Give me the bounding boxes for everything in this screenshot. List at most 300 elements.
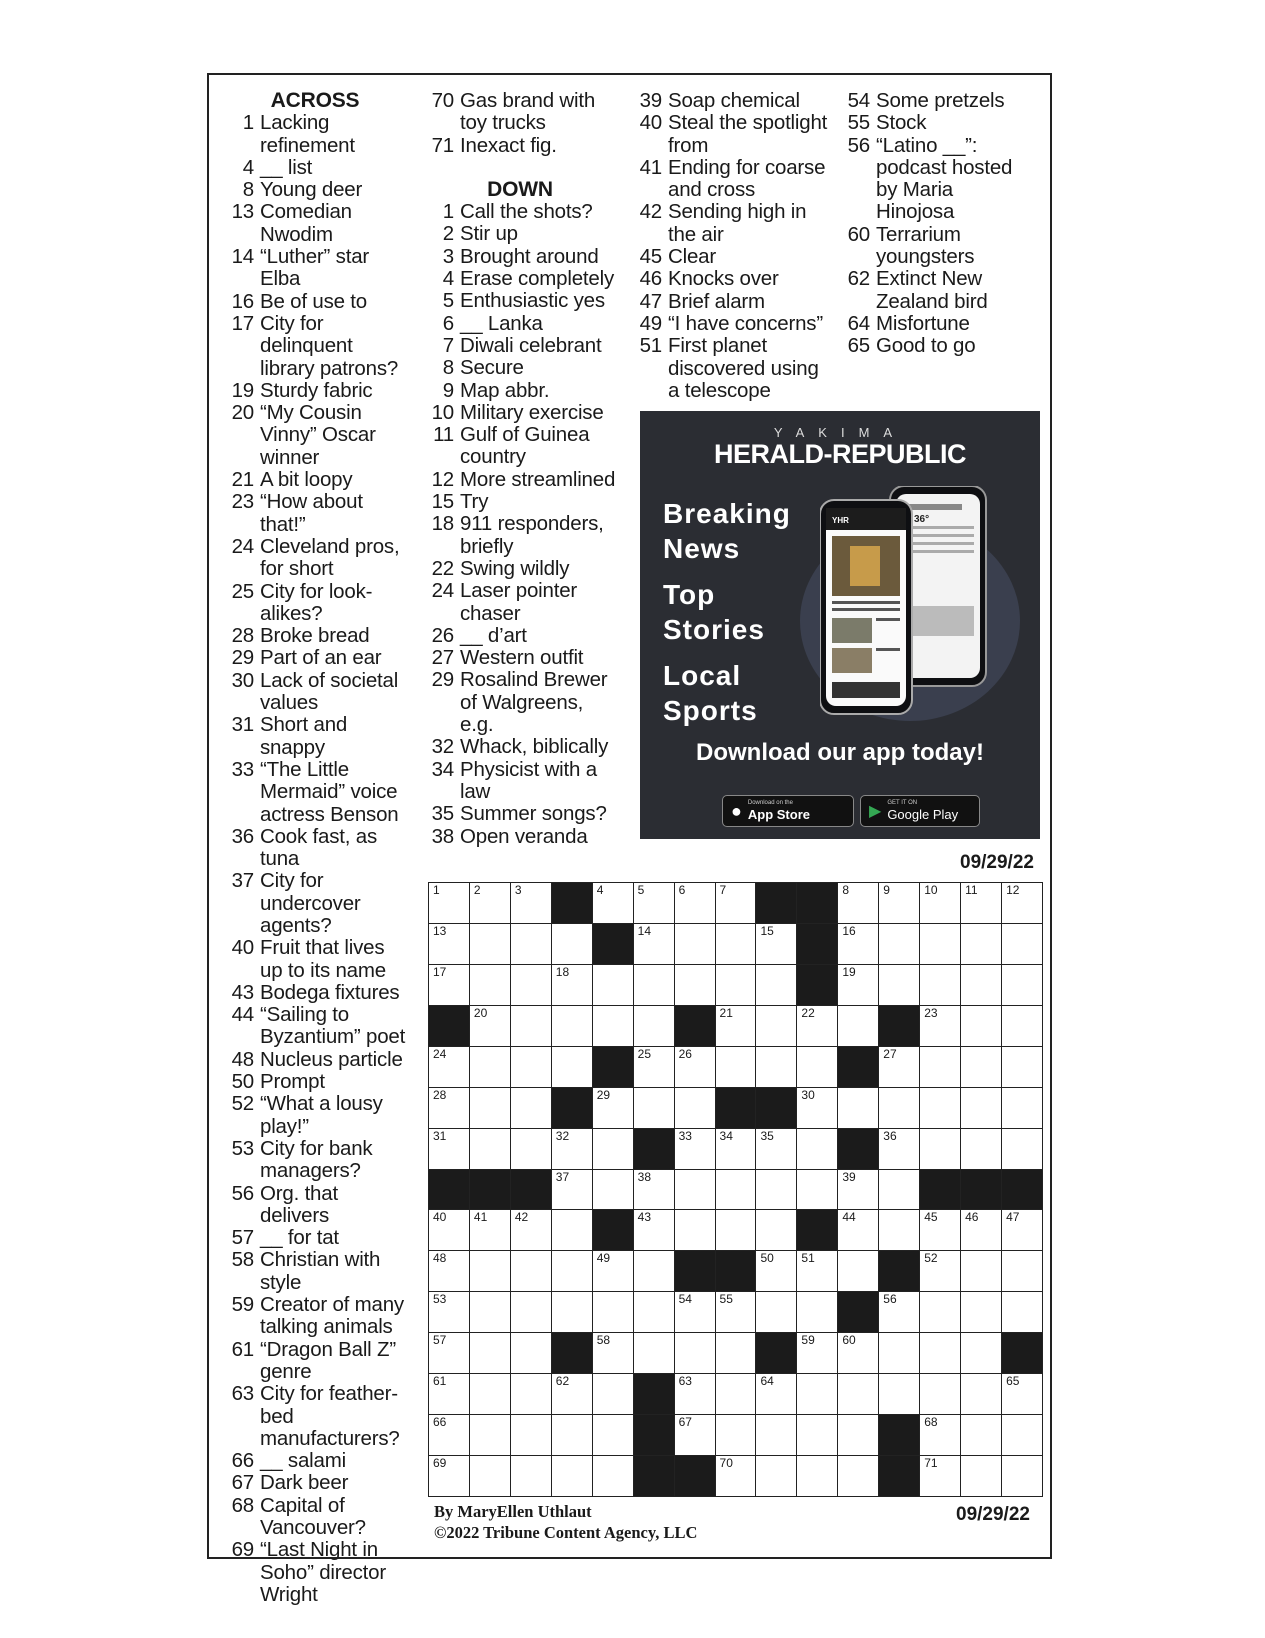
- down-clue-5[interactable]: [420, 290, 620, 312]
- grid-cell[interactable]: [469, 1209, 511, 1251]
- grid-cell[interactable]: [510, 1291, 552, 1333]
- grid-cell[interactable]: [878, 1291, 920, 1333]
- grid-cell[interactable]: [428, 923, 470, 965]
- across-clue-69[interactable]: [220, 1539, 410, 1606]
- grid-cell[interactable]: [674, 1414, 716, 1456]
- down-clue-34[interactable]: [420, 759, 620, 804]
- across-clue-24[interactable]: [220, 536, 410, 581]
- across-clue-44[interactable]: [220, 1004, 410, 1049]
- grid-cell[interactable]: [960, 1087, 1002, 1129]
- grid-cell[interactable]: [755, 1455, 797, 1497]
- down-clue-54[interactable]: [836, 90, 1026, 112]
- across-clue-61[interactable]: [220, 1339, 410, 1384]
- grid-cell[interactable]: [551, 1455, 593, 1497]
- grid-cell[interactable]: [592, 1087, 634, 1129]
- grid-cell[interactable]: [796, 1291, 838, 1333]
- grid-cell[interactable]: [715, 882, 757, 924]
- grid-cell[interactable]: [796, 1414, 838, 1456]
- grid-cell[interactable]: [796, 1087, 838, 1129]
- grid-cell[interactable]: [592, 1414, 634, 1456]
- grid-cell[interactable]: [510, 1373, 552, 1415]
- grid-cell[interactable]: [510, 923, 552, 965]
- grid-cell[interactable]: [960, 1373, 1002, 1415]
- grid-cell[interactable]: [1001, 1250, 1043, 1292]
- grid-cell[interactable]: [715, 964, 757, 1006]
- grid-cell[interactable]: [428, 1046, 470, 1088]
- grid-cell[interactable]: [674, 1209, 716, 1251]
- grid-cell[interactable]: [960, 1455, 1002, 1497]
- grid-cell[interactable]: [878, 1209, 920, 1251]
- grid-cell[interactable]: [510, 1332, 552, 1374]
- grid-cell[interactable]: [428, 1087, 470, 1129]
- grid-cell[interactable]: [878, 882, 920, 924]
- clue-number: 25: [231, 579, 254, 603]
- grid-cell[interactable]: [1001, 964, 1043, 1006]
- grid-cell[interactable]: [510, 1128, 552, 1170]
- grid-cell[interactable]: [469, 1291, 511, 1333]
- grid-cell[interactable]: [428, 964, 470, 1006]
- across-clue-56[interactable]: [220, 1183, 410, 1228]
- grid-cell[interactable]: [592, 1005, 634, 1047]
- grid-cell[interactable]: [796, 1046, 838, 1088]
- down-clue-47[interactable]: [628, 291, 828, 313]
- clue-number: 13: [231, 200, 254, 224]
- grid-cell[interactable]: [510, 1087, 552, 1129]
- down-clue-40[interactable]: [628, 112, 828, 157]
- grid-cell[interactable]: [633, 882, 675, 924]
- across-clue-19[interactable]: [220, 380, 410, 402]
- grid-cell[interactable]: [551, 1169, 593, 1211]
- clue-number: 52: [231, 1092, 254, 1116]
- grid-cell[interactable]: [1001, 1291, 1043, 1333]
- grid-cell[interactable]: [837, 1414, 879, 1456]
- clue-number: 68: [231, 1493, 254, 1517]
- across-clue-43[interactable]: [220, 982, 410, 1004]
- grid-cell[interactable]: [469, 1414, 511, 1456]
- across-clue-33[interactable]: [220, 759, 410, 826]
- grid-cell[interactable]: [592, 1291, 634, 1333]
- down-clue-32[interactable]: [420, 736, 620, 758]
- grid-cell[interactable]: [469, 1455, 511, 1497]
- grid-cell[interactable]: [1001, 923, 1043, 965]
- grid-cell[interactable]: [674, 1373, 716, 1415]
- grid-cell[interactable]: [878, 964, 920, 1006]
- grid-cell[interactable]: [837, 1455, 879, 1497]
- grid-cell[interactable]: [1001, 1414, 1043, 1456]
- grid-cell[interactable]: [878, 1046, 920, 1088]
- grid-cell[interactable]: [551, 1005, 593, 1047]
- across-clue-71[interactable]: [420, 135, 620, 157]
- grid-cell[interactable]: [837, 1209, 879, 1251]
- grid-cell[interactable]: [960, 1332, 1002, 1374]
- grid-cell[interactable]: [755, 923, 797, 965]
- down-clue-3[interactable]: [420, 246, 620, 268]
- app-store-button[interactable]: [722, 795, 854, 827]
- grid-cell[interactable]: [715, 1373, 757, 1415]
- clue-text: __ for tat: [260, 1226, 339, 1250]
- across-clue-23[interactable]: [220, 491, 410, 536]
- down-clue-42[interactable]: [628, 201, 828, 246]
- clue-text: “Luther” star Elba: [260, 245, 370, 291]
- across-clue-13[interactable]: [220, 201, 410, 246]
- grid-cell[interactable]: [878, 1087, 920, 1129]
- ad-line-stories: Stories: [663, 614, 765, 645]
- grid-cell[interactable]: [960, 882, 1002, 924]
- down-clue-64[interactable]: [836, 313, 1026, 335]
- grid-cell[interactable]: [674, 1087, 716, 1129]
- app-advertisement[interactable]: [640, 411, 1040, 839]
- grid-cell[interactable]: [510, 882, 552, 924]
- grid-cell[interactable]: [674, 923, 716, 965]
- black-square: [674, 1250, 716, 1292]
- cell-number: 23: [924, 1005, 938, 1020]
- clue-text: Gas brand with toy trucks: [460, 89, 596, 135]
- down-clue-60[interactable]: [836, 224, 1026, 269]
- down-clue-6[interactable]: [420, 313, 620, 335]
- grid-cell[interactable]: [919, 1373, 961, 1415]
- grid-cell[interactable]: [469, 882, 511, 924]
- grid-cell[interactable]: [551, 964, 593, 1006]
- grid-cell[interactable]: [796, 1455, 838, 1497]
- grid-cell[interactable]: [919, 1332, 961, 1374]
- grid-cell[interactable]: [510, 1455, 552, 1497]
- grid-cell[interactable]: [428, 1209, 470, 1251]
- down-clue-38[interactable]: [420, 826, 620, 848]
- cell-number: 68: [924, 1415, 938, 1430]
- across-clue-59[interactable]: [220, 1294, 410, 1339]
- grid-cell[interactable]: [796, 1005, 838, 1047]
- down-clue-51[interactable]: [628, 335, 828, 402]
- grid-cell[interactable]: [715, 1128, 757, 1170]
- grid-cell[interactable]: [878, 1128, 920, 1170]
- black-square: [878, 1005, 920, 1047]
- grid-cell[interactable]: [715, 1291, 757, 1333]
- grid-cell[interactable]: [919, 1128, 961, 1170]
- down-clue-46[interactable]: [628, 268, 828, 290]
- grid-cell[interactable]: [715, 1209, 757, 1251]
- google-play-button[interactable]: [860, 795, 980, 827]
- grid-cell[interactable]: [510, 1005, 552, 1047]
- grid-cell[interactable]: [674, 1169, 716, 1211]
- cell-number: 42: [514, 1210, 529, 1225]
- grid-cell[interactable]: [633, 1087, 675, 1129]
- grid-cell[interactable]: [755, 1128, 797, 1170]
- grid-cell[interactable]: [633, 964, 675, 1006]
- grid-cell[interactable]: [715, 1005, 757, 1047]
- grid-cell[interactable]: [633, 1250, 675, 1292]
- grid-cell[interactable]: [469, 1332, 511, 1374]
- grid-cell[interactable]: [715, 1332, 757, 1374]
- grid-cell[interactable]: [428, 1332, 470, 1374]
- grid-cell[interactable]: [960, 1414, 1002, 1456]
- grid-cell[interactable]: [1001, 1209, 1043, 1251]
- grid-cell[interactable]: [960, 1250, 1002, 1292]
- across-clue-48[interactable]: [220, 1049, 410, 1071]
- grid-cell[interactable]: [755, 1169, 797, 1211]
- grid-cell[interactable]: [469, 1005, 511, 1047]
- grid-cell[interactable]: [633, 1169, 675, 1211]
- grid-cell[interactable]: [551, 1128, 593, 1170]
- grid-cell[interactable]: [674, 1291, 716, 1333]
- grid-cell[interactable]: [592, 1128, 634, 1170]
- grid-cell[interactable]: [633, 1005, 675, 1047]
- across-clue-50[interactable]: [220, 1071, 410, 1093]
- grid-cell[interactable]: [919, 882, 961, 924]
- grid-cell[interactable]: [878, 1373, 920, 1415]
- across-clue-16[interactable]: [220, 291, 410, 313]
- grid-cell[interactable]: [960, 964, 1002, 1006]
- grid-cell[interactable]: [428, 1373, 470, 1415]
- grid-cell[interactable]: [428, 1250, 470, 1292]
- clue-text: Capital of Vancouver?: [260, 1493, 366, 1539]
- grid-cell[interactable]: [510, 1209, 552, 1251]
- down-clue-11[interactable]: [420, 424, 620, 469]
- grid-cell[interactable]: [428, 1291, 470, 1333]
- grid-cell[interactable]: [633, 923, 675, 965]
- grid-cell[interactable]: [592, 964, 634, 1006]
- down-clue-2[interactable]: [420, 223, 620, 245]
- down-clue-27[interactable]: [420, 647, 620, 669]
- grid-cell[interactable]: [755, 964, 797, 1006]
- down-clue-65[interactable]: [836, 335, 1026, 357]
- grid-cell[interactable]: [837, 1169, 879, 1211]
- grid-cell[interactable]: [960, 1209, 1002, 1251]
- grid-cell[interactable]: [674, 1128, 716, 1170]
- black-square: [715, 1087, 757, 1129]
- down-clue-49[interactable]: [628, 313, 828, 335]
- grid-cell[interactable]: [551, 1291, 593, 1333]
- down-clue-41[interactable]: [628, 157, 828, 202]
- grid-cell[interactable]: [919, 1209, 961, 1251]
- grid-cell[interactable]: [960, 1046, 1002, 1088]
- grid-cell[interactable]: [1001, 1128, 1043, 1170]
- grid-cell[interactable]: [837, 882, 879, 924]
- grid-cell[interactable]: [510, 1046, 552, 1088]
- grid-cell[interactable]: [837, 964, 879, 1006]
- grid-cell[interactable]: [592, 1332, 634, 1374]
- down-clue-12[interactable]: [420, 469, 620, 491]
- across-clue-1[interactable]: [220, 112, 410, 157]
- across-clue-17[interactable]: [220, 313, 410, 380]
- grid-cell[interactable]: [715, 1046, 757, 1088]
- grid-cell[interactable]: [1001, 1087, 1043, 1129]
- grid-cell[interactable]: [551, 1209, 593, 1251]
- grid-cell[interactable]: [674, 882, 716, 924]
- grid-cell[interactable]: [674, 1332, 716, 1374]
- grid-cell[interactable]: [755, 1046, 797, 1088]
- grid-cell[interactable]: [428, 1128, 470, 1170]
- grid-cell[interactable]: [919, 1005, 961, 1047]
- ad-line-top: Top: [663, 579, 716, 610]
- grid-cell[interactable]: [633, 1291, 675, 1333]
- grid-cell[interactable]: [1001, 1455, 1043, 1497]
- grid-cell[interactable]: [837, 1005, 879, 1047]
- grid-cell[interactable]: [878, 1332, 920, 1374]
- grid-cell[interactable]: [551, 1414, 593, 1456]
- grid-cell[interactable]: [755, 1373, 797, 1415]
- across-clue-37[interactable]: [220, 870, 410, 937]
- clue-number: 43: [231, 980, 254, 1004]
- grid-cell[interactable]: [715, 1414, 757, 1456]
- down-clue-45[interactable]: [628, 246, 828, 268]
- down-clue-4[interactable]: [420, 268, 620, 290]
- across-clue-52[interactable]: [220, 1093, 410, 1138]
- grid-cell[interactable]: [510, 1250, 552, 1292]
- grid-cell[interactable]: [592, 1455, 634, 1497]
- grid-cell[interactable]: [796, 1373, 838, 1415]
- across-clue-57[interactable]: [220, 1227, 410, 1249]
- across-clue-25[interactable]: [220, 581, 410, 626]
- down-clue-8[interactable]: [420, 357, 620, 379]
- grid-cell[interactable]: [919, 1087, 961, 1129]
- down-clue-26[interactable]: [420, 625, 620, 647]
- grid-cell[interactable]: [960, 923, 1002, 965]
- grid-cell[interactable]: [878, 1169, 920, 1211]
- grid-cell[interactable]: [960, 1291, 1002, 1333]
- clue-text: Broke bread: [260, 624, 370, 648]
- grid-cell[interactable]: [878, 923, 920, 965]
- down-clue-18[interactable]: [420, 513, 620, 558]
- grid-cell[interactable]: [715, 923, 757, 965]
- black-square: [633, 1128, 675, 1170]
- clue-text: Western outfit: [460, 646, 584, 670]
- grid-cell[interactable]: [592, 1250, 634, 1292]
- clue-number: 19: [231, 378, 254, 402]
- across-clue-4[interactable]: [220, 157, 410, 179]
- down-clue-15[interactable]: [420, 491, 620, 513]
- across-clue-70[interactable]: [420, 90, 620, 135]
- down-clue-56[interactable]: [836, 135, 1026, 224]
- clue-number: 9: [442, 378, 454, 402]
- across-clue-53[interactable]: [220, 1138, 410, 1183]
- grid-cell[interactable]: [633, 1209, 675, 1251]
- across-clue-68[interactable]: [220, 1495, 410, 1540]
- grid-cell[interactable]: [755, 1005, 797, 1047]
- grid-cell[interactable]: [633, 1046, 675, 1088]
- grid-cell[interactable]: [796, 1128, 838, 1170]
- grid-cell[interactable]: [674, 1046, 716, 1088]
- down-clue-29[interactable]: [420, 669, 620, 736]
- grid-cell[interactable]: [592, 1169, 634, 1211]
- grid-cell[interactable]: [1001, 882, 1043, 924]
- grid-cell[interactable]: [919, 964, 961, 1006]
- grid-cell[interactable]: [837, 1250, 879, 1292]
- down-clue-55[interactable]: [836, 112, 1026, 134]
- grid-cell[interactable]: [551, 1250, 593, 1292]
- grid-cell[interactable]: [837, 1332, 879, 1374]
- grid-cell[interactable]: [796, 1169, 838, 1211]
- grid-cell[interactable]: [633, 1332, 675, 1374]
- grid-cell[interactable]: [919, 1250, 961, 1292]
- grid-cell[interactable]: [469, 923, 511, 965]
- grid-cell[interactable]: [428, 1455, 470, 1497]
- across-clue-63[interactable]: [220, 1383, 410, 1450]
- grid-cell[interactable]: [919, 1455, 961, 1497]
- grid-cell[interactable]: [428, 1414, 470, 1456]
- grid-cell[interactable]: [510, 964, 552, 1006]
- grid-cell[interactable]: [592, 882, 634, 924]
- grid-cell[interactable]: [469, 1373, 511, 1415]
- grid-cell[interactable]: [919, 1414, 961, 1456]
- grid-cell[interactable]: [469, 964, 511, 1006]
- grid-cell[interactable]: [674, 964, 716, 1006]
- cell-number: 62: [555, 1374, 570, 1389]
- grid-cell[interactable]: [796, 1332, 838, 1374]
- across-clue-28[interactable]: [220, 625, 410, 647]
- across-clue-58[interactable]: [220, 1249, 410, 1294]
- grid-cell[interactable]: [551, 923, 593, 965]
- grid-cell[interactable]: [837, 1087, 879, 1129]
- across-clue-8[interactable]: [220, 179, 410, 201]
- grid-cell[interactable]: [796, 1250, 838, 1292]
- across-clue-36[interactable]: [220, 826, 410, 871]
- phone-label: YHR: [832, 516, 849, 525]
- grid-cell[interactable]: [960, 1005, 1002, 1047]
- down-clue-39[interactable]: [628, 90, 828, 112]
- grid-cell[interactable]: [837, 1373, 879, 1415]
- grid-cell[interactable]: [919, 923, 961, 965]
- play-icon: ▶: [869, 803, 882, 820]
- across-clue-40[interactable]: [220, 937, 410, 982]
- grid-cell[interactable]: [469, 1250, 511, 1292]
- grid-cell[interactable]: [469, 1046, 511, 1088]
- cell-number: 44: [842, 1210, 856, 1225]
- down-clue-22[interactable]: [420, 558, 620, 580]
- grid-cell[interactable]: [551, 1046, 593, 1088]
- grid-cell[interactable]: [428, 882, 470, 924]
- grid-cell[interactable]: [1001, 1373, 1043, 1415]
- cell-number: 32: [555, 1128, 570, 1143]
- down-clue-1[interactable]: [420, 201, 620, 223]
- grid-cell[interactable]: [1001, 1046, 1043, 1088]
- grid-cell[interactable]: [715, 1455, 757, 1497]
- across-clue-66[interactable]: [220, 1450, 410, 1472]
- down-clue-7[interactable]: [420, 335, 620, 357]
- across-clue-31[interactable]: [220, 714, 410, 759]
- across-clue-67[interactable]: [220, 1472, 410, 1494]
- grid-cell[interactable]: [960, 1128, 1002, 1170]
- grid-cell[interactable]: [837, 923, 879, 965]
- grid-cell[interactable]: [919, 1046, 961, 1088]
- clue-text: Stock: [876, 111, 927, 135]
- crossword-grid[interactable]: [428, 882, 1042, 1496]
- down-clue-10[interactable]: [420, 402, 620, 424]
- down-clue-62[interactable]: [836, 268, 1026, 313]
- grid-cell[interactable]: [510, 1414, 552, 1456]
- clue-number: 42: [639, 200, 662, 224]
- across-clue-20[interactable]: [220, 402, 410, 469]
- grid-cell[interactable]: [715, 1169, 757, 1211]
- grid-cell[interactable]: [755, 1414, 797, 1456]
- across-clue-21[interactable]: [220, 469, 410, 491]
- grid-cell[interactable]: [755, 1291, 797, 1333]
- down-clue-35[interactable]: [420, 803, 620, 825]
- grid-cell[interactable]: [551, 1373, 593, 1415]
- grid-cell[interactable]: [919, 1291, 961, 1333]
- across-clue-30[interactable]: [220, 670, 410, 715]
- google-play-small: GET IT ON: [887, 800, 918, 806]
- grid-cell[interactable]: [1001, 1005, 1043, 1047]
- across-clue-14[interactable]: [220, 246, 410, 291]
- grid-cell[interactable]: [755, 1209, 797, 1251]
- down-clue-9[interactable]: [420, 380, 620, 402]
- across-clue-29[interactable]: [220, 647, 410, 669]
- down-clue-24[interactable]: [420, 580, 620, 625]
- grid-cell[interactable]: [469, 1087, 511, 1129]
- grid-cell[interactable]: [469, 1128, 511, 1170]
- grid-cell[interactable]: [755, 1250, 797, 1292]
- grid-cell[interactable]: [592, 1373, 634, 1415]
